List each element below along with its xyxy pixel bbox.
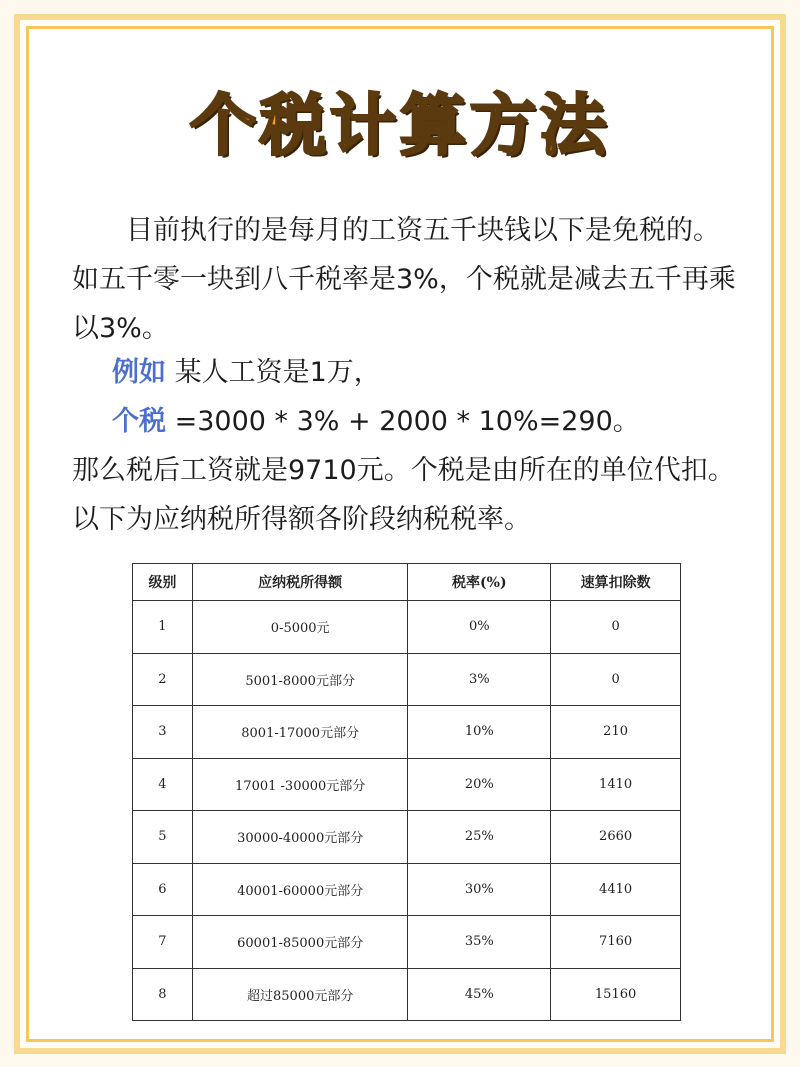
cell-income: 30000-40000元部分 [192, 811, 408, 864]
cell-deduction: 1410 [551, 758, 681, 811]
cell-rate: 3% [408, 653, 551, 706]
cell-deduction: 2660 [551, 811, 681, 864]
cell-level: 4 [133, 758, 193, 811]
cell-rate: 10% [408, 706, 551, 759]
cell-rate: 30% [408, 863, 551, 916]
table-row [133, 601, 681, 654]
cell-level: 3 [133, 706, 193, 759]
cell-income: 40001-60000元部分 [192, 863, 408, 916]
cell-level: 5 [133, 811, 193, 864]
cell-rate: 45% [408, 968, 551, 1021]
tax-formula-line [72, 397, 744, 446]
table-row [133, 968, 681, 1021]
cell-deduction: 15160 [551, 968, 681, 1021]
cell-deduction: 4410 [551, 863, 681, 916]
tax-label: 个税 [112, 406, 166, 437]
cell-level: 6 [133, 863, 193, 916]
table-row [133, 916, 681, 969]
table-row [133, 706, 681, 759]
intro-paragraph [72, 206, 744, 353]
table-row [133, 863, 681, 916]
cell-level: 8 [133, 968, 193, 1021]
table-header-row [133, 564, 681, 601]
header-quick-deduction: 速算扣除数 [551, 564, 681, 601]
example-line [72, 348, 744, 397]
tax-rate-table [132, 563, 681, 1021]
cell-rate: 25% [408, 811, 551, 864]
cell-deduction: 0 [551, 653, 681, 706]
cell-rate: 0% [408, 601, 551, 654]
cell-income: 0-5000元 [192, 601, 408, 654]
cell-level: 2 [133, 653, 193, 706]
header-tax-rate: 税率(%) [408, 564, 551, 601]
tax-rate-table-wrapper [132, 563, 681, 1021]
intro-text: 目前执行的是每月的工资五千块钱以下是免税的。如五千零一块到八千税率是3%，个税就是减去五千再乘以3%。 [72, 215, 736, 344]
tax-formula: =3000 * 3% + 2000 * 10%=290。 [174, 406, 640, 437]
cell-level: 1 [133, 601, 193, 654]
cell-rate: 20% [408, 758, 551, 811]
cell-level: 7 [133, 916, 193, 969]
example-label: 例如 [112, 357, 166, 388]
cell-income: 超过85000元部分 [192, 968, 408, 1021]
table-row [133, 758, 681, 811]
example-text: 某人工资是1万， [174, 357, 381, 388]
cell-income: 60001-85000元部分 [192, 916, 408, 969]
summary-paragraph: 那么税后工资就是9710元。个税是由所在的单位代扣。以下为应纳税所得额各阶段纳税税率。 [72, 455, 735, 535]
cell-income: 5001-8000元部分 [192, 653, 408, 706]
header-taxable-income: 应纳税所得额 [192, 564, 408, 601]
page-title: 个税计算方法 [190, 87, 610, 164]
cell-rate: 35% [408, 916, 551, 969]
cell-deduction: 0 [551, 601, 681, 654]
cell-income: 8001-17000元部分 [192, 706, 408, 759]
cell-deduction: 210 [551, 706, 681, 759]
table-row [133, 811, 681, 864]
table-row [133, 653, 681, 706]
cell-income: 17001 -30000元部分 [192, 758, 408, 811]
cell-deduction: 7160 [551, 916, 681, 969]
header-level: 级别 [133, 564, 193, 601]
